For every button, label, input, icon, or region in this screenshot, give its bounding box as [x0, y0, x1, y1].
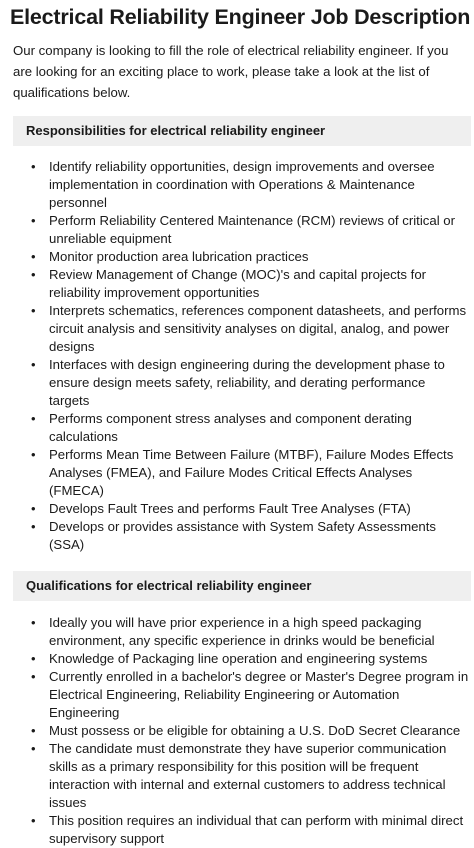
page-title: Electrical Reliability Engineer Job Description — [10, 5, 471, 29]
qualifications-list — [10, 614, 469, 848]
list-item — [30, 212, 469, 248]
bullet-icon: • — [31, 615, 36, 630]
list-item — [30, 302, 469, 356]
list-item — [30, 668, 469, 722]
bullet-icon: • — [31, 813, 36, 828]
bullet-icon: • — [31, 741, 36, 756]
bullet-icon: • — [31, 411, 36, 426]
list-item — [30, 410, 469, 446]
bullet-icon: • — [31, 303, 36, 318]
bullet-icon: • — [31, 249, 36, 264]
list-item-text: Performs component stress analyses and component derating calculations — [49, 411, 412, 444]
list-item-text: Knowledge of Packaging line operation and engineering systems — [49, 651, 428, 666]
qualifications-heading: Qualifications for electrical reliability engineer — [13, 571, 471, 601]
list-item-text: Currently enrolled in a bachelor's degree or Master's Degree program in Electrical Engineering, Reliability Engineering or Automation Engineering — [49, 669, 469, 720]
list-item — [30, 812, 469, 848]
list-item-text: Must possess or be eligible for obtaining a U.S. DoD Secret Clearance — [49, 723, 461, 738]
list-item-text: Performs Mean Time Between Failure (MTBF), Failure Modes Effects Analyses (FMEA), and Failure Modes Critical Effects Analyses (FMECA) — [49, 447, 454, 498]
list-item — [30, 158, 469, 212]
list-item-text: Monitor production area lubrication practices — [49, 249, 309, 264]
list-item — [30, 650, 469, 668]
bullet-icon: • — [31, 357, 36, 372]
bullet-icon: • — [31, 723, 36, 738]
list-item-text: The candidate must demonstrate they have superior communication skills as a primary responsibility for this position will be frequent interaction with internal and external customers to address technical issues — [49, 741, 447, 810]
list-item-text: This position requires an individual that can perform with minimal direct supervisory support — [49, 813, 464, 846]
list-item-text: Interprets schematics, references component datasheets, and performs circuit analysis and sensitivity analyses on digital, analog, and power designs — [49, 303, 467, 354]
list-item — [30, 614, 469, 650]
bullet-icon: • — [31, 213, 36, 228]
bullet-icon: • — [31, 159, 36, 174]
bullet-icon: • — [31, 651, 36, 666]
list-item-text: Ideally you will have prior experience in a high speed packaging environment, any specific experience in drinks would be beneficial — [49, 615, 435, 648]
list-item — [30, 356, 469, 410]
bullet-icon: • — [31, 669, 36, 684]
bullet-icon: • — [31, 501, 36, 516]
list-item — [30, 248, 469, 266]
bullet-icon: • — [31, 267, 36, 282]
intro-paragraph: Our company is looking to fill the role of electrical reliability engineer. If you are looking for an exciting place to work, please take a look at the list of qualifications below. — [13, 43, 449, 100]
list-item — [30, 500, 469, 518]
list-item — [30, 446, 469, 500]
list-item-text: Perform Reliability Centered Maintenance (RCM) reviews of critical or unreliable equipment — [49, 213, 456, 246]
responsibilities-heading: Responsibilities for electrical reliability engineer — [13, 116, 471, 146]
list-item-text: Develops or provides assistance with System Safety Assessments (SSA) — [49, 519, 436, 552]
list-item-text: Review Management of Change (MOC)'s and capital projects for reliability improvement opportunities — [49, 267, 427, 300]
list-item-text: Develops Fault Trees and performs Fault Tree Analyses (FTA) — [49, 501, 411, 516]
responsibilities-list — [10, 158, 467, 554]
list-item — [30, 518, 469, 554]
list-item-text: Interfaces with design engineering during the development phase to ensure design meets safety, reliability, and derating performance targets — [49, 357, 445, 408]
bullet-icon: • — [31, 519, 36, 534]
bullet-icon: • — [31, 447, 36, 462]
list-item — [30, 722, 469, 740]
list-item — [30, 740, 469, 812]
list-item — [30, 266, 469, 302]
list-item-text: Identify reliability opportunities, design improvements and oversee implementation in coordination with Operations & Maintenance personnel — [49, 159, 435, 210]
